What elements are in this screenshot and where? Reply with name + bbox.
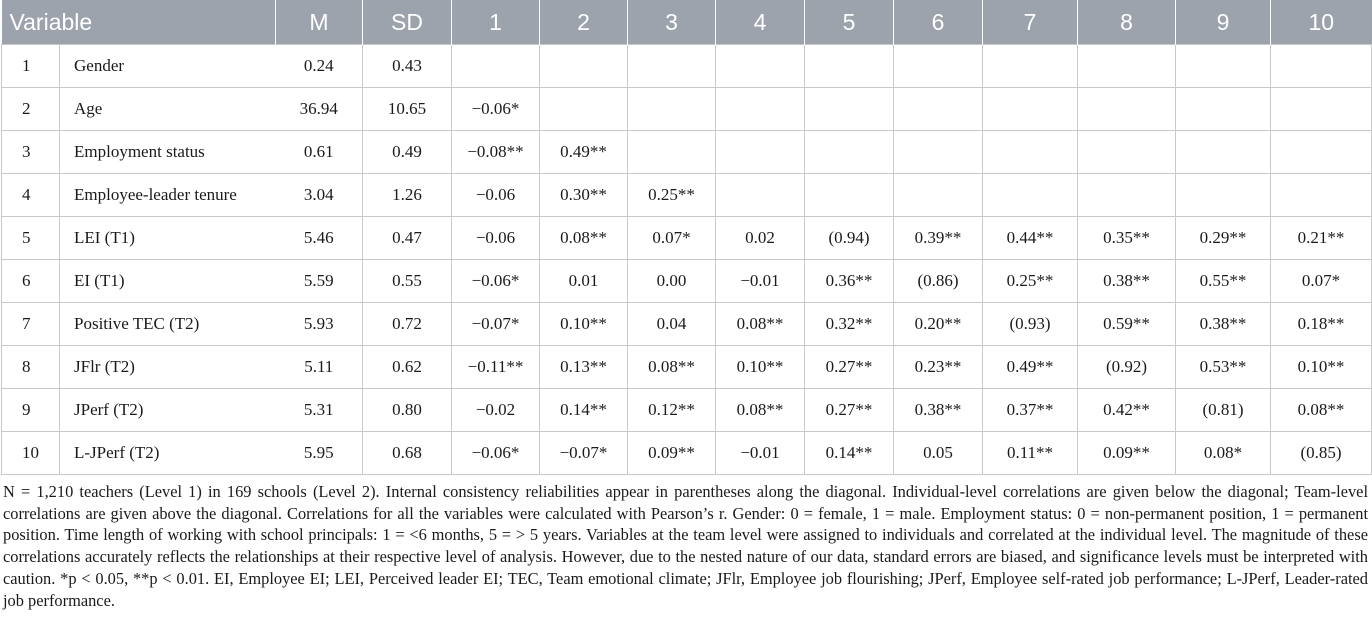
correlation-cell: 0.02 (716, 217, 805, 260)
header-col-1: 1 (452, 0, 540, 45)
variable-name: Gender (60, 45, 276, 88)
correlation-cell: 0.25** (628, 174, 716, 217)
correlation-cell: 0.42** (1078, 389, 1176, 432)
correlation-cell (983, 131, 1078, 174)
correlation-cell (894, 45, 983, 88)
correlation-cell: −0.06* (452, 432, 540, 475)
row-number: 10 (2, 432, 60, 475)
header-mean: M (276, 0, 363, 45)
variable-name: Employee-leader tenure (60, 174, 276, 217)
row-number: 2 (2, 88, 60, 131)
sd-value: 0.55 (363, 260, 452, 303)
correlation-cell: −0.06 (452, 174, 540, 217)
correlation-cell: 0.35** (1078, 217, 1176, 260)
correlation-cell: 0.23** (894, 346, 983, 389)
table-row (2, 303, 1372, 346)
correlation-cell: 0.04 (628, 303, 716, 346)
mean-value: 5.31 (276, 389, 363, 432)
table-row (2, 88, 1372, 131)
correlation-cell: −0.08** (452, 131, 540, 174)
correlation-cell: 0.05 (894, 432, 983, 475)
table-row (2, 131, 1372, 174)
table-row (2, 45, 1372, 88)
correlation-cell: 0.18** (1271, 303, 1372, 346)
correlation-cell: 0.08** (540, 217, 628, 260)
correlation-cell: 0.08** (628, 346, 716, 389)
correlation-cell: (0.94) (805, 217, 894, 260)
correlation-cell: 0.38** (1078, 260, 1176, 303)
row-number: 6 (2, 260, 60, 303)
correlation-cell: 0.09** (1078, 432, 1176, 475)
correlation-cell (1078, 174, 1176, 217)
table-header-row (2, 0, 1372, 45)
correlation-cell: 0.01 (540, 260, 628, 303)
correlation-cell (716, 88, 805, 131)
table-body (2, 45, 1372, 475)
variable-name: EI (T1) (60, 260, 276, 303)
correlation-cell (1271, 45, 1372, 88)
correlation-cell: 0.09** (628, 432, 716, 475)
mean-value: 0.61 (276, 131, 363, 174)
correlation-cell (1176, 88, 1271, 131)
row-number: 1 (2, 45, 60, 88)
correlation-cell: 0.49** (983, 346, 1078, 389)
correlation-cell (805, 131, 894, 174)
row-number: 3 (2, 131, 60, 174)
table-row (2, 260, 1372, 303)
sd-value: 0.62 (363, 346, 452, 389)
correlation-cell: 0.25** (983, 260, 1078, 303)
row-number: 7 (2, 303, 60, 346)
correlation-cell: −0.06* (452, 260, 540, 303)
correlation-cell: −0.07* (540, 432, 628, 475)
mean-value: 5.59 (276, 260, 363, 303)
correlation-cell (716, 45, 805, 88)
correlation-cell: 0.00 (628, 260, 716, 303)
correlation-cell (894, 88, 983, 131)
correlation-cell (894, 174, 983, 217)
correlation-cell: −0.01 (716, 260, 805, 303)
mean-value: 36.94 (276, 88, 363, 131)
header-col-4: 4 (716, 0, 805, 45)
correlation-cell: 0.10** (1271, 346, 1372, 389)
sd-value: 0.80 (363, 389, 452, 432)
variable-name: JFlr (T2) (60, 346, 276, 389)
correlation-cell: 0.39** (894, 217, 983, 260)
correlation-cell: 0.07* (628, 217, 716, 260)
correlation-cell: 0.38** (894, 389, 983, 432)
correlation-cell: 0.07* (1271, 260, 1372, 303)
correlation-cell: 0.08** (1271, 389, 1372, 432)
correlation-cell (716, 174, 805, 217)
correlation-cell: −0.01 (716, 432, 805, 475)
row-number: 4 (2, 174, 60, 217)
correlation-cell: 0.27** (805, 346, 894, 389)
variable-name: Positive TEC (T2) (60, 303, 276, 346)
mean-value: 5.93 (276, 303, 363, 346)
mean-value: 5.46 (276, 217, 363, 260)
table-footnote: N = 1,210 teachers (Level 1) in 169 schools (Level 2). Internal consistency reliabilities appear in parentheses along the diagonal. Individual-level correlations are given below the diagonal; Team-level correlations are given above the diagonal. Correlations for all the variables were calculated with Pearson’s r. Gender: 0 = female, 1 = male. Employment status: 0 = non-permanent position, 1 = permanent position. Time length of working with school principals: 1 = <6 months, 5 = > 5 years. Variables at the team level were assigned to individuals and correlated at the individual level. The magnitude of these correlations accurately reflects the relationships at their respective level of analysis. However, due to the nested nature of our data, standard errors are biased, and significance levels must be interpreted with caution. *p < 0.05, **p < 0.01. EI, Employee EI; LEI, Perceived leader EI; TEC, Team emotional climate; JFlr, Employee job flourishing; JPerf, Employee self-rated job performance; L-JPerf, Leader-rated job performance. (3, 482, 1368, 610)
sd-value: 0.49 (363, 131, 452, 174)
correlation-cell: 0.11** (983, 432, 1078, 475)
correlation-cell: 0.32** (805, 303, 894, 346)
header-col-3: 3 (628, 0, 716, 45)
correlation-cell: −0.06 (452, 217, 540, 260)
correlation-cell: (0.85) (1271, 432, 1372, 475)
correlation-cell (805, 45, 894, 88)
correlation-cell: (0.86) (894, 260, 983, 303)
correlation-cell: 0.10** (716, 346, 805, 389)
correlation-cell (1078, 45, 1176, 88)
mean-value: 0.24 (276, 45, 363, 88)
correlation-cell: 0.08** (716, 389, 805, 432)
table-row (2, 389, 1372, 432)
mean-value: 5.95 (276, 432, 363, 475)
correlation-cell: 0.20** (894, 303, 983, 346)
table-row (2, 432, 1372, 475)
variable-name: Employment status (60, 131, 276, 174)
correlation-cell: 0.12** (628, 389, 716, 432)
correlation-cell (1078, 88, 1176, 131)
correlation-table (1, 0, 1372, 475)
correlation-cell: (0.93) (983, 303, 1078, 346)
header-variable: Variable (2, 0, 276, 45)
correlation-cell (716, 131, 805, 174)
correlation-cell: 0.53** (1176, 346, 1271, 389)
sd-value: 0.43 (363, 45, 452, 88)
correlation-cell (628, 131, 716, 174)
correlation-cell (540, 45, 628, 88)
header-col-7: 7 (983, 0, 1078, 45)
correlation-cell: −0.06* (452, 88, 540, 131)
header-col-6: 6 (894, 0, 983, 45)
header-col-5: 5 (805, 0, 894, 45)
header-col-9: 9 (1176, 0, 1271, 45)
sd-value: 1.26 (363, 174, 452, 217)
mean-value: 5.11 (276, 346, 363, 389)
sd-value: 0.47 (363, 217, 452, 260)
variable-name: Age (60, 88, 276, 131)
correlation-cell: 0.55** (1176, 260, 1271, 303)
correlation-cell (1271, 88, 1372, 131)
correlation-cell: 0.21** (1271, 217, 1372, 260)
mean-value: 3.04 (276, 174, 363, 217)
table-row (2, 174, 1372, 217)
correlation-cell (1176, 174, 1271, 217)
correlation-cell (1176, 45, 1271, 88)
table-row (2, 346, 1372, 389)
correlation-cell (983, 88, 1078, 131)
correlation-cell: (0.92) (1078, 346, 1176, 389)
row-number: 8 (2, 346, 60, 389)
correlation-cell: 0.38** (1176, 303, 1271, 346)
correlation-cell: −0.07* (452, 303, 540, 346)
correlation-cell (452, 45, 540, 88)
correlation-cell: 0.29** (1176, 217, 1271, 260)
sd-value: 0.72 (363, 303, 452, 346)
variable-name: JPerf (T2) (60, 389, 276, 432)
header-col-2: 2 (540, 0, 628, 45)
variable-name: L-JPerf (T2) (60, 432, 276, 475)
correlation-cell: 0.36** (805, 260, 894, 303)
correlation-cell (983, 45, 1078, 88)
correlation-cell (540, 88, 628, 131)
correlation-cell: 0.30** (540, 174, 628, 217)
correlation-cell: 0.14** (805, 432, 894, 475)
correlation-cell: 0.27** (805, 389, 894, 432)
correlation-cell: −0.02 (452, 389, 540, 432)
sd-value: 0.68 (363, 432, 452, 475)
header-sd: SD (363, 0, 452, 45)
correlation-cell (894, 131, 983, 174)
correlation-cell: 0.13** (540, 346, 628, 389)
header-col-10: 10 (1271, 0, 1372, 45)
variable-name: LEI (T1) (60, 217, 276, 260)
correlation-cell: 0.08** (716, 303, 805, 346)
correlation-cell (628, 88, 716, 131)
correlation-cell (805, 174, 894, 217)
correlation-cell (1078, 131, 1176, 174)
correlation-cell: (0.81) (1176, 389, 1271, 432)
correlation-cell (805, 88, 894, 131)
row-number: 9 (2, 389, 60, 432)
correlation-cell: 0.37** (983, 389, 1078, 432)
correlation-cell (983, 174, 1078, 217)
correlation-cell: 0.59** (1078, 303, 1176, 346)
row-number: 5 (2, 217, 60, 260)
sd-value: 10.65 (363, 88, 452, 131)
correlation-cell: 0.49** (540, 131, 628, 174)
correlation-cell: 0.08* (1176, 432, 1271, 475)
correlation-cell: 0.44** (983, 217, 1078, 260)
correlation-cell (1271, 174, 1372, 217)
table-row (2, 217, 1372, 260)
correlation-cell (1176, 131, 1271, 174)
correlation-cell (628, 45, 716, 88)
correlation-cell (1271, 131, 1372, 174)
correlation-cell: −0.11** (452, 346, 540, 389)
correlation-cell: 0.14** (540, 389, 628, 432)
header-col-8: 8 (1078, 0, 1176, 45)
correlation-cell: 0.10** (540, 303, 628, 346)
